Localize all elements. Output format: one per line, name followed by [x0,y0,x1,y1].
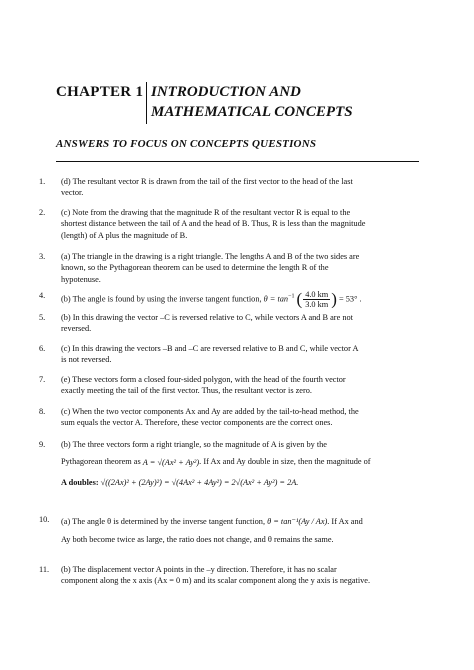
item-number: 11. [39,565,50,574]
item-text-line: exactly meeting the tail of the first vector. Thus, the resultant vector is zero. [61,386,312,396]
inverse-tangent-equation: $\theta = \tan^{-1}$ ( $\frac{4.0 km}{3.0 km}$ ) = 53° . [263,289,362,309]
doubling-equation: √((2Ax)² + (2Ay)²) = √(4Ax² + 4Ay²) = 2√(Ax² + Ay²) = 2A. [100,478,299,488]
item-text-line: is not reversed. [61,355,112,365]
item-number: 4. [39,291,46,300]
item-text-line: (b) The displacement vector A points in the –y direction. Therefore, it has no scalar [61,565,337,574]
item-text-line: sum equals the vector A. Therefore, these vector components are the correct ones. [61,418,333,428]
chapter-title-line-2: MATHEMATICAL CONCEPTS [151,104,353,120]
item-text-line: (a) The angle θ is determined by the inverse tangent function, [61,517,266,526]
equation-rhs: = 53° . [339,294,362,304]
item-text-line: (c) Note from the drawing that the magnitude R of the resultant vector R is equal to the [61,208,351,217]
fraction-numerator: 4.0 km [305,290,329,299]
equation-lhs: θ = tan [263,294,289,304]
item-text-line: known, so the Pythagorean theorem can be used to determine the length R of the [61,263,329,273]
item-text-line: (c) When the two vector components Ax and Ay are added by the tail-to-head method, the [61,407,359,416]
item-text-line: Ay both become twice as large, the ratio does not change, and θ remains the same. [61,534,334,544]
horizontal-rule [56,161,419,162]
item-text-line: (a) The triangle in the drawing is a right triangle. The lengths A and B of the two sides are [61,252,360,261]
item-number: 6. [39,344,46,353]
item-number: 8. [39,407,46,416]
item-text-line: (b) The angle is found by using the inverse tangent function, [61,294,262,304]
item-text-line: vector. [61,188,84,198]
item-number: 5. [39,313,46,322]
item-number: 7. [39,375,46,384]
fraction-denominator: 3.0 km [305,300,329,309]
item-text-line: (d) The resultant vector R is drawn from the tail of the first vector to the head of the last [61,177,353,186]
pythagorean-equation: A = √(Ax² + Ay²) [142,457,200,467]
item-text-line: shortest distance between the tail of A and the head of B. Thus, R is less than the magnitude [61,219,366,229]
item-number: 10. [39,515,50,524]
item-text-line: (e) These vectors form a closed four-sided polygon, with the head of the fourth vector [61,375,346,384]
item-text-line: reversed. [61,324,92,334]
item-text-line: (b) In this drawing the vector –C is reversed relative to C, while vectors A and B are not [61,313,353,322]
item-text-line: . If Ax and Ay double in size, then the magnitude of [199,457,371,467]
chapter-divider [146,82,147,124]
item-number: 1. [39,177,46,186]
item-text-line: Pythagorean theorem as [61,457,141,467]
item-text-line: (c) In this drawing the vectors –B and –C are reversed relative to B and C, while vector A [61,344,359,353]
item-text-line: (b) The three vectors form a right triangle, so the magnitude of A is given by the [61,440,327,449]
item-text-line: (length) of A plus the magnitude of B. [61,230,188,240]
item-number: 2. [39,208,46,217]
section-heading: ANSWERS TO FOCUS ON CONCEPTS QUESTIONS [56,138,317,150]
item-text-line: component along the x axis (Ax = 0 m) and its scalar component along the y axis is negative. [61,576,371,586]
chapter-label: CHAPTER 1 [56,84,144,100]
angle-equation: θ = tan⁻¹(Ay / Ax) [267,517,328,527]
item-text-line: . If Ax and [327,517,363,526]
equation-superscript: −1 [288,293,295,300]
item-text-line: A doubles: [61,478,99,488]
item-number: 9. [39,440,46,449]
item-number: 3. [39,252,46,261]
chapter-title-line-1: INTRODUCTION AND [151,84,301,100]
item-text-line: hypotenuse. [61,274,101,284]
chapter-title [151,82,353,122]
